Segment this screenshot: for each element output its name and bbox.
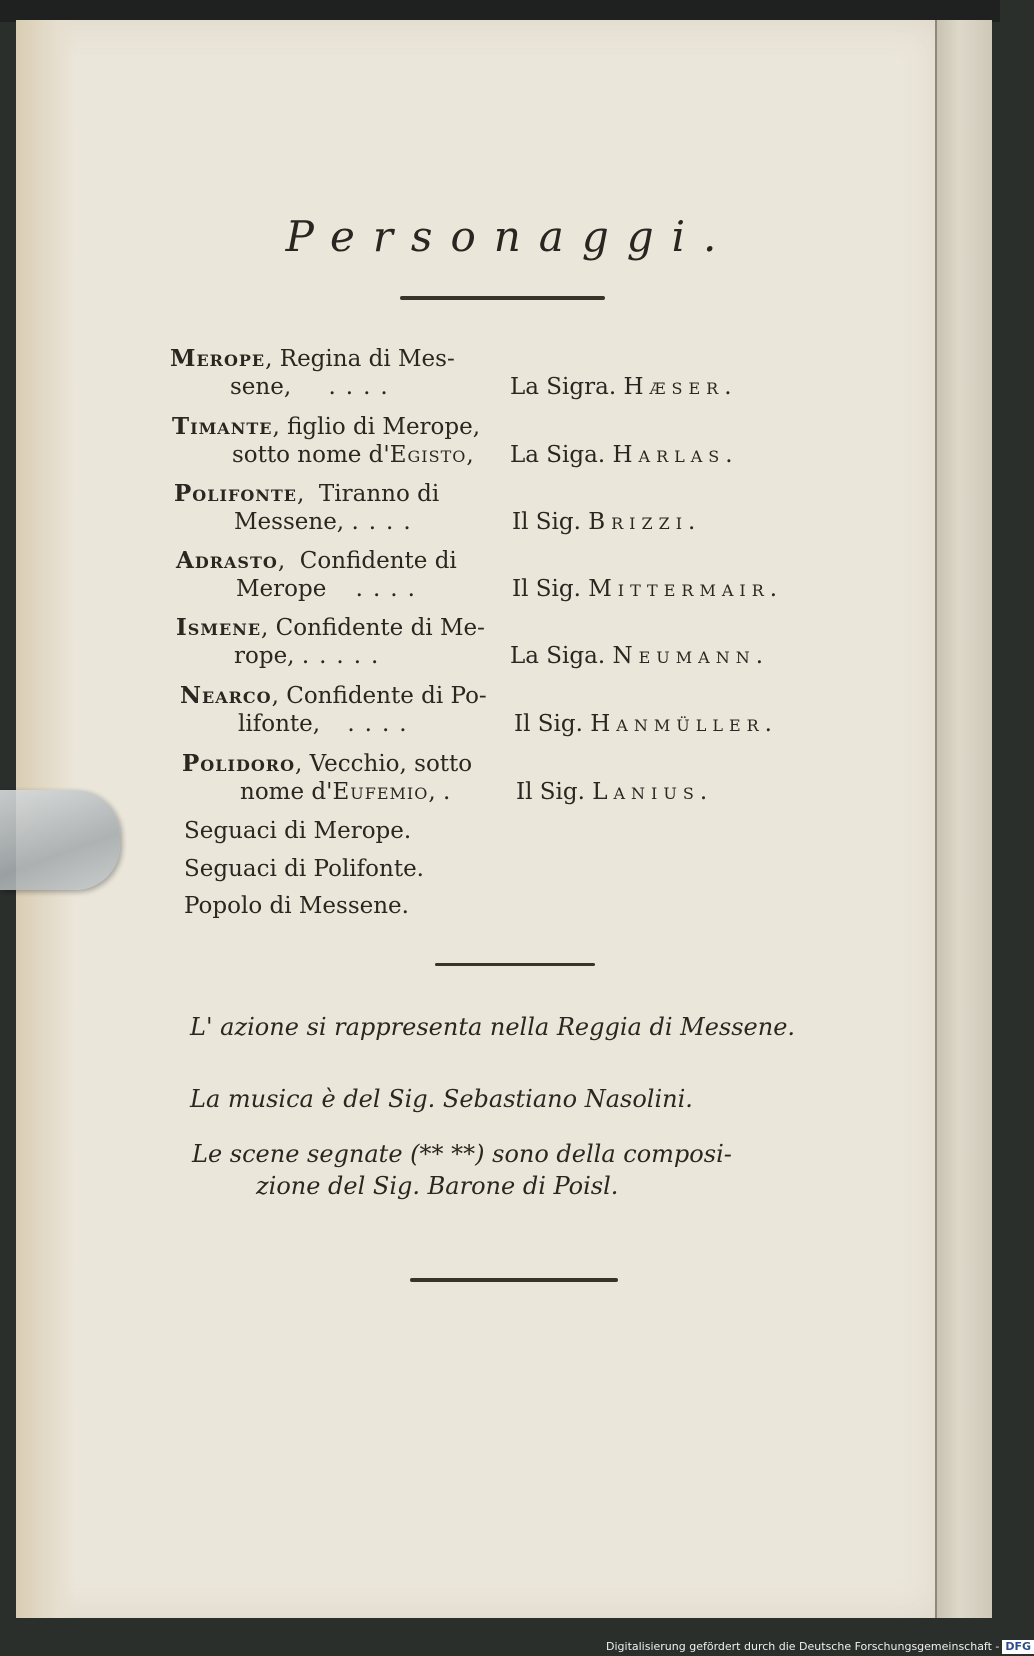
role-description: , Confidente di Po-: [271, 683, 487, 709]
performer-prefix: Il Sig.: [516, 779, 585, 805]
role-name: Polidoro: [182, 750, 296, 777]
cast-role-line: [232, 442, 474, 468]
cast-role-line: [234, 509, 421, 535]
note-setting: L' azione si rappresenta nella Reggia di Messene.: [190, 1013, 796, 1041]
performer-prefix: La Siga.: [510, 643, 606, 669]
performer: [510, 374, 738, 400]
note-music: La musica è del Sig. Sebastiano Nasolini.: [190, 1085, 693, 1113]
divider-rule: [410, 1278, 618, 1282]
role-name: Merope: [170, 345, 266, 372]
performer: [516, 779, 713, 805]
performer-name: Mittermair.: [588, 576, 784, 602]
footer-text: Digitalisierung gefördert durch die Deutsche Forschungsgemeinschaft -: [606, 1640, 1000, 1653]
role-name: Nearco: [180, 682, 272, 709]
footer-credit: [606, 1638, 1034, 1656]
role-description: Merope: [236, 576, 327, 602]
extras-item: Seguaci di Merope.: [184, 818, 412, 844]
role-name: Adrasto: [176, 547, 278, 574]
performer: [510, 643, 769, 669]
performer-name: Hæser.: [623, 374, 738, 400]
cast-role-line: [170, 345, 455, 372]
page-title: Personaggi.: [285, 212, 735, 261]
cast-role-line: [238, 711, 417, 737]
note-scenery: Le scene segnate (** **) sono della composi-: [192, 1140, 732, 1168]
leader-dots: ....: [355, 576, 425, 602]
role-description: sotto nome d': [232, 442, 390, 468]
role-alias: Egisto: [389, 442, 467, 468]
role-description: sene,: [230, 374, 292, 400]
performer-prefix: Il Sig.: [512, 576, 581, 602]
performer: [512, 509, 701, 535]
role-alias: Eufemio: [332, 779, 429, 805]
leader-dots: ....: [351, 509, 421, 535]
role-description: lifonte,: [238, 711, 321, 737]
performer: [512, 576, 783, 602]
cast-role-line: [234, 643, 388, 669]
role-description: , Confidente di: [277, 548, 457, 574]
role-description: nome d': [240, 779, 333, 805]
cast-role-line: [230, 374, 398, 400]
cast-role-line: [236, 576, 425, 602]
performer-prefix: La Sigra.: [510, 374, 617, 400]
role-description: , Regina di Mes-: [265, 346, 455, 372]
cast-role-line: [176, 547, 457, 574]
performer-prefix: La Siga.: [510, 442, 606, 468]
leader-dots: ....: [328, 374, 398, 400]
extras-item: Seguaci di Polifonte.: [184, 856, 424, 882]
performer-name: Lanius.: [592, 779, 714, 805]
performer-prefix: Il Sig.: [512, 509, 581, 535]
performer-name: Brizzi.: [588, 509, 702, 535]
performer-name: Harlas.: [612, 442, 739, 468]
role-description: , figlio di Merope,: [272, 414, 481, 440]
role-description: Messene,: [234, 509, 345, 535]
performer: [514, 711, 778, 737]
role-description: , Vecchio, sotto: [295, 751, 473, 777]
extras-item: Popolo di Messene.: [184, 893, 409, 919]
role-description: rope,: [234, 643, 295, 669]
performer: [510, 442, 739, 468]
performer-name: Neumann.: [612, 643, 770, 669]
performer-prefix: Il Sig.: [514, 711, 583, 737]
leader-dots: .....: [301, 643, 389, 669]
cast-role-line: [172, 413, 480, 440]
role-punctuation: ,: [466, 442, 474, 468]
note-scenery-continued: zione del Sig. Barone di Poisl.: [256, 1172, 619, 1200]
role-name: Timante: [172, 413, 273, 440]
role-name: Ismene: [176, 614, 262, 641]
cast-role-line: [180, 682, 487, 709]
leader-dots: ....: [347, 711, 417, 737]
role-description: , Tiranno di: [297, 481, 440, 507]
dfg-logo: DFG: [1002, 1640, 1034, 1654]
role-punctuation: , .: [428, 779, 451, 805]
cast-role-line: [240, 779, 450, 805]
cast-role-line: [176, 614, 485, 641]
role-name: Polifonte: [174, 480, 297, 507]
role-description: , Confidente di Me-: [261, 615, 485, 641]
divider-rule: [435, 963, 595, 966]
performer-name: Hanmüller.: [590, 711, 778, 737]
cast-role-line: [182, 750, 472, 777]
cast-role-line: [174, 480, 439, 507]
